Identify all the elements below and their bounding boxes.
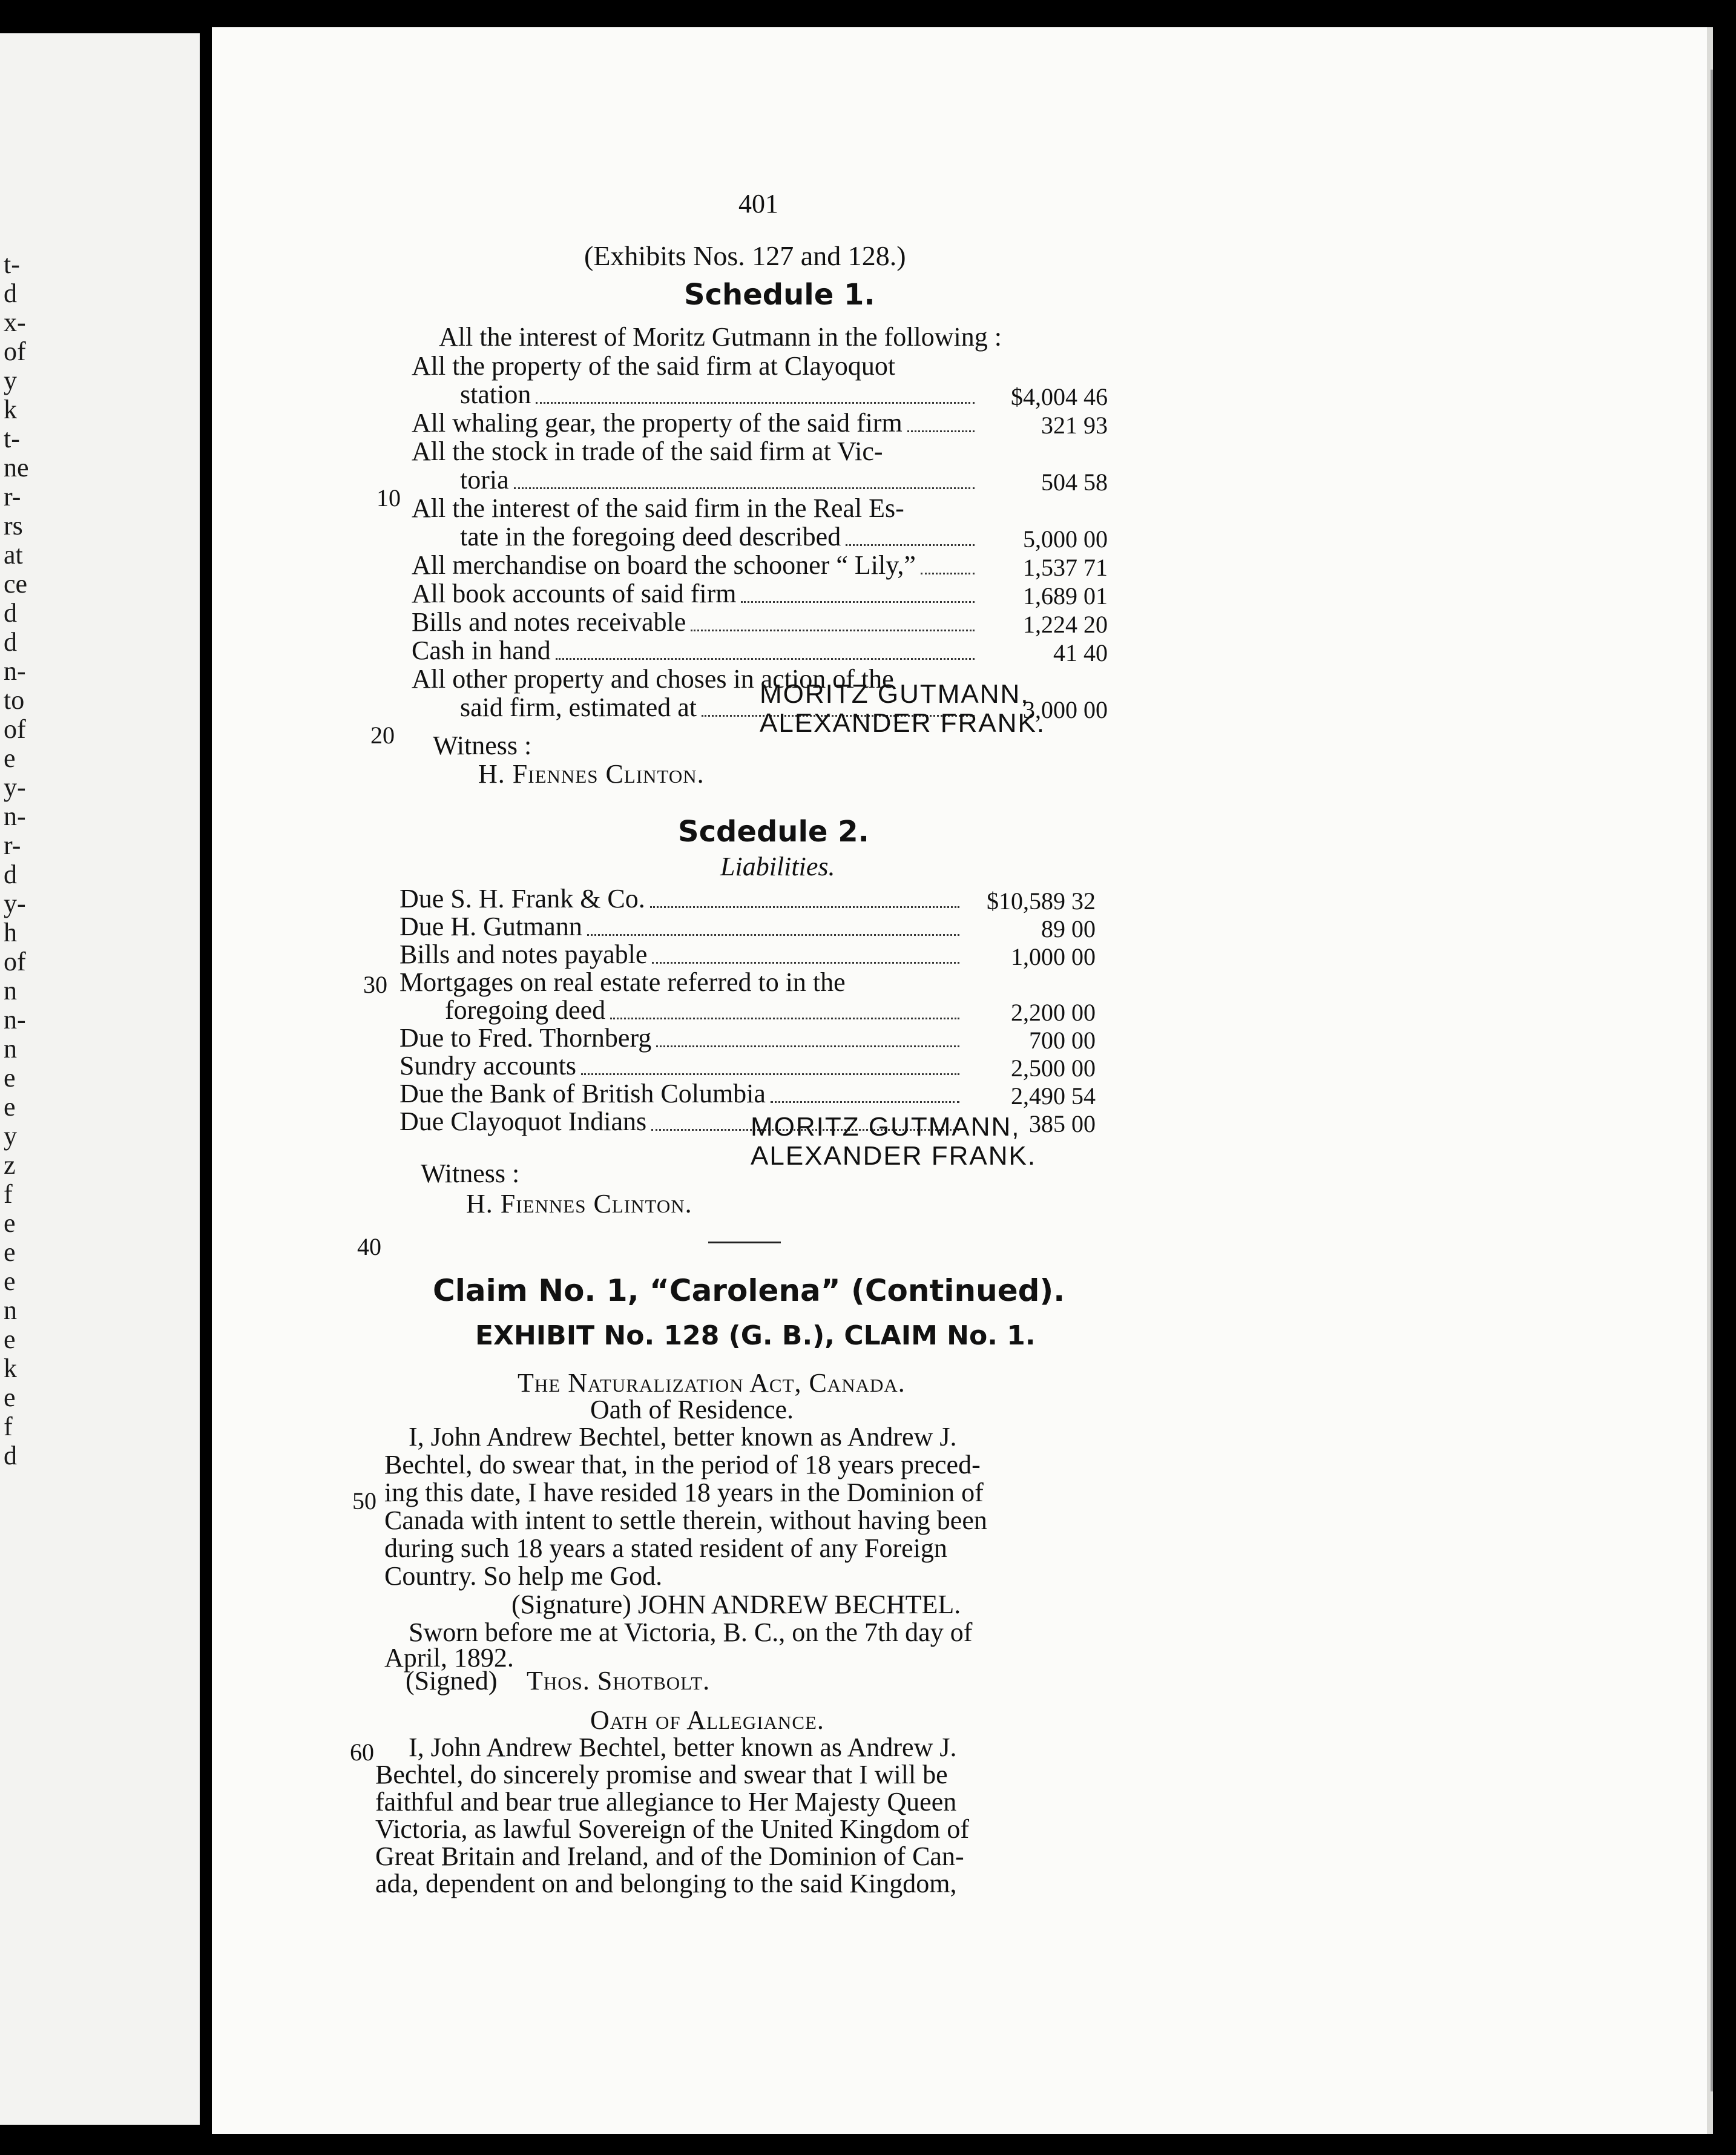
schedule-item-text [412, 637, 551, 664]
left-page-fragment: ne [4, 453, 29, 482]
leader-dots [771, 1101, 959, 1103]
schedule2-signatory-2: ALEXANDER FRANK. [751, 1141, 1037, 1171]
schedule-item-amount: $10,589 32 [987, 887, 1096, 915]
schedule-item-label: All whaling gear, the property of the said firm [412, 408, 903, 438]
left-page-fragment: to [4, 685, 25, 715]
left-page-fragment: e [4, 1063, 16, 1093]
left-page-fragment: y- [4, 889, 26, 918]
left-page-fragment: e [4, 1237, 16, 1267]
left-page-fragment: d [4, 1441, 17, 1470]
paragraph-line: April, 1892. [384, 1643, 514, 1673]
schedule-item-text [399, 969, 846, 996]
schedule-item-label: said firm, estimated at [460, 693, 697, 722]
schedule-item-text [399, 1025, 651, 1051]
leader-dots [741, 601, 975, 603]
left-page-fragment: y [4, 1121, 17, 1151]
left-page-fragment: f [4, 1412, 13, 1441]
left-page-fragment: d [4, 598, 17, 628]
left-page-fragment: t- [4, 424, 20, 453]
paragraph-line: Country. So help me God. [384, 1561, 663, 1591]
left-facing-page [0, 33, 200, 2125]
claim-heading: Claim No. 1, “Carolena” (Continued). [433, 1273, 1065, 1308]
schedule-item-text [460, 524, 841, 550]
line-number-50: 50 [352, 1487, 376, 1515]
schedule-item-label: All the interest of the said firm in the Real Es- [412, 493, 904, 523]
leader-dots [652, 962, 959, 964]
oath-residence-title: Oath of Residence. [590, 1395, 794, 1424]
left-page-fragment: f [4, 1179, 13, 1209]
schedule-item-label: toria [460, 465, 509, 495]
schedule1-title: Schedule 1. [684, 278, 875, 312]
left-page-fragment: n [4, 1034, 17, 1064]
schedule1-witness-label: Witness : [433, 731, 532, 760]
left-page-fragment: of [4, 337, 26, 366]
left-page-fragment: e [4, 1324, 16, 1354]
left-page-fragment: e [4, 743, 16, 773]
schedule-item-label: Bills and notes payable [399, 939, 648, 969]
left-page-fragment: ce [4, 569, 28, 599]
signature-line: (Signature) JOHN ANDREW BECHTEL. [511, 1590, 961, 1619]
left-page-fragment: n [4, 1295, 17, 1325]
left-page-fragment: d [4, 278, 17, 308]
schedule-item-amount: 1,224 20 [1023, 611, 1108, 638]
leader-dots [581, 1073, 959, 1075]
schedule-item-text [399, 886, 645, 912]
paragraph-line: during such 18 years a stated resident of any Foreign [384, 1533, 947, 1563]
schedule1-witness-name: H. Fiennes Clinton. [478, 759, 705, 789]
schedule2-title: Scdedule 2. [678, 815, 869, 849]
schedule-item-text [399, 1081, 766, 1107]
leader-dots [556, 658, 975, 660]
left-page-fragment: r- [4, 482, 21, 512]
line-number-30: 30 [363, 971, 387, 998]
page-number: 401 [738, 189, 778, 219]
left-page-fragment: at [4, 540, 23, 570]
schedule-item-amount: 41 40 [1053, 639, 1108, 666]
paragraph-line: Victoria, as lawful Sovereign of the United Kingdom of [375, 1814, 970, 1844]
left-page-fragment: h [4, 918, 17, 947]
line-number-20: 20 [370, 722, 395, 749]
left-page-fragment: n- [4, 1005, 26, 1035]
leader-dots [656, 1045, 959, 1047]
section-divider [708, 1242, 781, 1243]
schedule-item-amount: 89 00 [1041, 915, 1096, 943]
schedule1-signatory-2: ALEXANDER FRANK. [760, 708, 1046, 738]
document-page [212, 27, 1713, 2134]
schedule-item-text [399, 1053, 576, 1079]
paragraph-line: Great Britain and Ireland, and of the Dominion of Can- [375, 1841, 964, 1871]
schedule-item-text [445, 997, 605, 1024]
schedule-item-label: Due the Bank of British Columbia [399, 1079, 766, 1108]
schedule2-signatory-1: MORITZ GUTMANN, [751, 1112, 1021, 1142]
exhibits-heading: (Exhibits Nos. 127 and 128.) [584, 240, 906, 271]
schedule-item-amount: 2,500 00 [1011, 1054, 1096, 1082]
schedule-item-label: Due to Fred. Thornberg [399, 1023, 652, 1053]
paragraph-line: ing this date, I have resided 18 years in the Dominion of [384, 1478, 984, 1507]
left-page-fragment: n- [4, 801, 26, 831]
schedule-item-amount: 504 58 [1041, 469, 1108, 496]
left-page-fragment: z [4, 1150, 16, 1180]
schedule-item-label: Mortgages on real estate referred to in the [399, 967, 846, 997]
schedule-item-label: Due H. Gutmann [399, 912, 582, 941]
left-page-fragment: e [4, 1092, 16, 1122]
line-number-60: 60 [350, 1739, 374, 1766]
schedule-item-text [460, 694, 697, 721]
schedule-item-label: Bills and notes receivable [412, 607, 686, 637]
schedule-item-amount: 2,490 54 [1011, 1082, 1096, 1110]
left-page-fragment: of [4, 947, 26, 976]
schedule-item-text [399, 1108, 646, 1135]
paragraph-line: Bechtel, do swear that, in the period of 18 years preced- [384, 1450, 981, 1479]
schedule-item-amount: 1,689 01 [1023, 582, 1108, 610]
schedule-item-text [399, 913, 582, 940]
left-page-fragment: d [4, 627, 17, 657]
schedule-item-label: All other property and choses in action of the [412, 664, 894, 694]
schedule-item-text [412, 552, 916, 579]
schedule2-witness-name: H. Fiennes Clinton. [466, 1189, 692, 1219]
signed-label: (Signed) [406, 1666, 498, 1696]
schedule-item-amount: 1,537 71 [1023, 554, 1108, 581]
schedule2-subtitle: Liabilities. [720, 852, 835, 881]
schedule-item-text [460, 467, 509, 493]
naturalization-act-title: The Naturalization Act, Canada. [518, 1368, 906, 1398]
exhibit-heading: EXHIBIT No. 128 (G. B.), CLAIM No. 1. [475, 1320, 1036, 1351]
schedule-item-text [412, 353, 895, 380]
leader-dots [846, 544, 975, 546]
schedule-item-label: Due Clayoquot Indians [399, 1107, 647, 1136]
schedule-item-label: Sundry accounts [399, 1051, 577, 1081]
paragraph-line: I, John Andrew Bechtel, better known as Andrew J. [409, 1732, 957, 1762]
page-gutter [200, 0, 212, 2155]
leader-dots [587, 934, 959, 936]
leader-dots [650, 906, 959, 908]
schedule-item-amount: 1,000 00 [1011, 943, 1096, 970]
left-page-fragment: y [4, 366, 17, 395]
left-page-fragment: k [4, 395, 17, 424]
leader-dots [536, 402, 975, 404]
schedule1-signatory-1: MORITZ GUTMANN, [760, 679, 1030, 709]
oath-allegiance-title: Oath of Allegiance. [590, 1705, 824, 1735]
schedule-item-label: All merchandise on board the schooner “ Lily,” [412, 550, 916, 580]
left-page-fragment: t- [4, 249, 20, 279]
page-edge [1711, 70, 1713, 2091]
schedule2-witness-label: Witness : [421, 1159, 520, 1188]
left-page-fragment: n- [4, 656, 26, 686]
schedule-item-amount: 385 00 [1029, 1110, 1096, 1137]
left-page-fragment: of [4, 714, 26, 744]
schedule-item-text [412, 438, 883, 465]
schedule-item-text [412, 609, 686, 636]
left-page-fragment: rs [4, 511, 23, 541]
schedule-item-label: Cash in hand [412, 636, 551, 665]
line-number-40: 40 [357, 1233, 381, 1260]
schedule-item-amount: 5,000 00 [1023, 525, 1108, 553]
schedule-item-text [460, 381, 531, 408]
left-page-fragment: e [4, 1383, 16, 1412]
leader-dots [691, 630, 975, 631]
leader-dots [907, 430, 975, 432]
schedule-item-text [412, 581, 736, 607]
signed-name: Thos. Shotbolt. [527, 1666, 711, 1696]
schedule-item-label: tate in the foregoing deed described [460, 522, 841, 551]
schedule-item-amount: $4,004 46 [1011, 383, 1108, 410]
left-page-fragment: y- [4, 772, 26, 802]
schedule-item-label: station [460, 380, 531, 409]
leader-dots [514, 487, 975, 489]
schedule-item-label: Due S. H. Frank & Co. [399, 884, 645, 913]
schedule-item-text [412, 495, 904, 522]
schedule-item-amount: 700 00 [1029, 1027, 1096, 1054]
left-page-fragment: n [4, 976, 17, 1005]
schedule-item-text [399, 941, 647, 968]
left-page-fragment: k [4, 1354, 17, 1383]
schedule-item-label: foregoing deed [445, 995, 606, 1025]
schedule-item-label: All the stock in trade of the said firm at Vic- [412, 436, 883, 466]
paragraph-line: ada, dependent on and belonging to the said Kingdom, [375, 1869, 957, 1898]
schedule-item-amount: 321 93 [1041, 412, 1108, 439]
paragraph-line: faithful and bear true allegiance to Her Majesty Queen [375, 1787, 957, 1817]
paragraph-line: Sworn before me at Victoria, B. C., on the 7th day of [409, 1617, 973, 1647]
paragraph-line: Canada with intent to settle therein, without having been [384, 1505, 987, 1535]
paragraph-line: I, John Andrew Bechtel, better known as Andrew J. [409, 1422, 957, 1452]
schedule-item-label: All book accounts of said firm [412, 579, 737, 608]
left-page-fragment: r- [4, 831, 21, 860]
schedule-item-amount: 3,000 00 [1023, 696, 1108, 723]
leader-dots [921, 573, 975, 574]
schedule-item-text [412, 410, 903, 436]
paragraph-line: Bechtel, do sincerely promise and swear that I will be [375, 1760, 948, 1789]
schedule-item-amount: 2,200 00 [1011, 999, 1096, 1026]
left-page-fragment: e [4, 1208, 16, 1238]
schedule1-intro: All the interest of Moritz Gutmann in the following : [439, 322, 1002, 352]
left-page-fragment: x- [4, 308, 26, 337]
left-page-fragment: e [4, 1266, 16, 1296]
schedule-item-label: All the property of the said firm at Clayoquot [412, 351, 896, 381]
left-page-fragment: d [4, 860, 17, 889]
line-number-10: 10 [376, 484, 401, 512]
leader-dots [610, 1018, 959, 1019]
